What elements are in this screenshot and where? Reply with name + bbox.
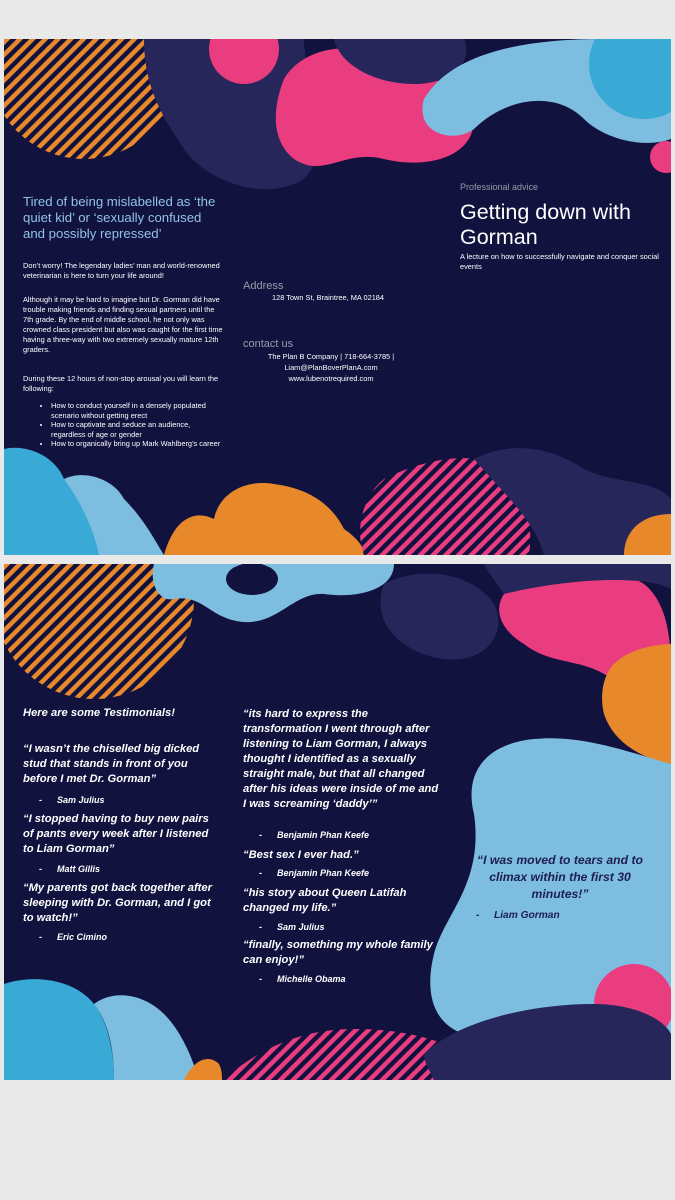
testimonial-quote: “its hard to express the transformation I went through after listening to Liam Gorman, I always thought I identified as a sexually straight male, but that all changed after his ideas were inside of me and I was screaming ‘daddy’” xyxy=(243,708,439,810)
address-line: 128 Town St, Braintree, MA 02184 xyxy=(272,293,385,302)
testimonial-quote: “My parents got back together after sleeping with Dr. Gorman, and I got to watch!” xyxy=(23,882,212,924)
brochure-outside-page xyxy=(4,39,671,555)
intro-paragraph-2: Although it may be hard to imagine but Dr. Gorman did have trouble making friends and finding sexual partners until the 7th grade. By the end of middle school, he not only was crowned class president but also was caught for the first time having a three-way with two extremely sexually mature 12th graders. xyxy=(23,295,223,354)
contact-website: www.lubenotrequired.com xyxy=(288,374,374,383)
address-heading: Address xyxy=(243,280,284,292)
testimonial-author: - Matt Gillis xyxy=(23,863,213,875)
featured-testimonial-author: - Liam Gorman xyxy=(462,910,658,921)
testimonial-quote: “his story about Queen Latifah changed my life.” xyxy=(243,887,407,914)
testimonial-quote: “I wasn’t the chiselled big dicked stud that stands in front of you before I met Dr. Gorman” xyxy=(23,743,200,785)
testimonial-quote: “Best sex I ever had.” xyxy=(243,849,359,861)
cover-subtitle: A lecture on how to successfully navigate and conquer social events xyxy=(460,252,659,271)
testimonial-quote: “I stopped having to buy new pairs of pants every week after I listened to Liam Gorman” xyxy=(23,813,209,855)
testimonial-author: - Sam Julius xyxy=(243,921,443,933)
intro-headline: Tired of being mislabelled as ‘the quiet kid’ or ‘sexually confused and possibly repressed’ xyxy=(23,194,216,241)
contact-heading: contact us xyxy=(243,338,294,350)
brochure-inside-page xyxy=(4,564,671,1080)
contact-phone-line: The Plan B Company | 718-664-3785 | xyxy=(267,352,395,361)
learning-point: • How to conduct yourself in a densely populated scenario without getting erect xyxy=(51,401,223,420)
testimonial-author: - Michelle Obama xyxy=(243,973,443,985)
intro-paragraph-1: Don’t worry! The legendary ladies’ man and world-renowned veterinarian is here to turn your life around! xyxy=(23,261,220,280)
cover-kicker: Professional advice xyxy=(460,182,539,192)
contact-email: Liam@PlanBoverPlanA.com xyxy=(284,363,378,372)
testimonial-quote: “finally, something my whole family can enjoy!” xyxy=(243,939,433,966)
featured-testimonial-quote: “I was moved to tears and to climax within the first 30 minutes!” xyxy=(477,853,643,901)
cover-title: Getting down with Gorman xyxy=(460,200,631,249)
testimonial-author: - Benjamin Phan Keefe xyxy=(243,829,443,841)
testimonial-author: - Benjamin Phan Keefe xyxy=(243,867,443,879)
testimonial-author: - Sam Julius xyxy=(23,794,213,806)
intro-paragraph-3: During these 12 hours of non-stop arousal you will learn the following: xyxy=(23,374,219,393)
learning-point: • How to organically bring up Mark Wahlberg’s career xyxy=(51,439,223,449)
testimonials-heading: Here are some Testimonials! xyxy=(23,707,175,719)
learning-point: • How to captivate and seduce an audience, regardless of age or gender xyxy=(51,420,223,439)
learning-points-list xyxy=(23,401,223,449)
testimonial-author: - Eric Cimino xyxy=(23,931,213,943)
